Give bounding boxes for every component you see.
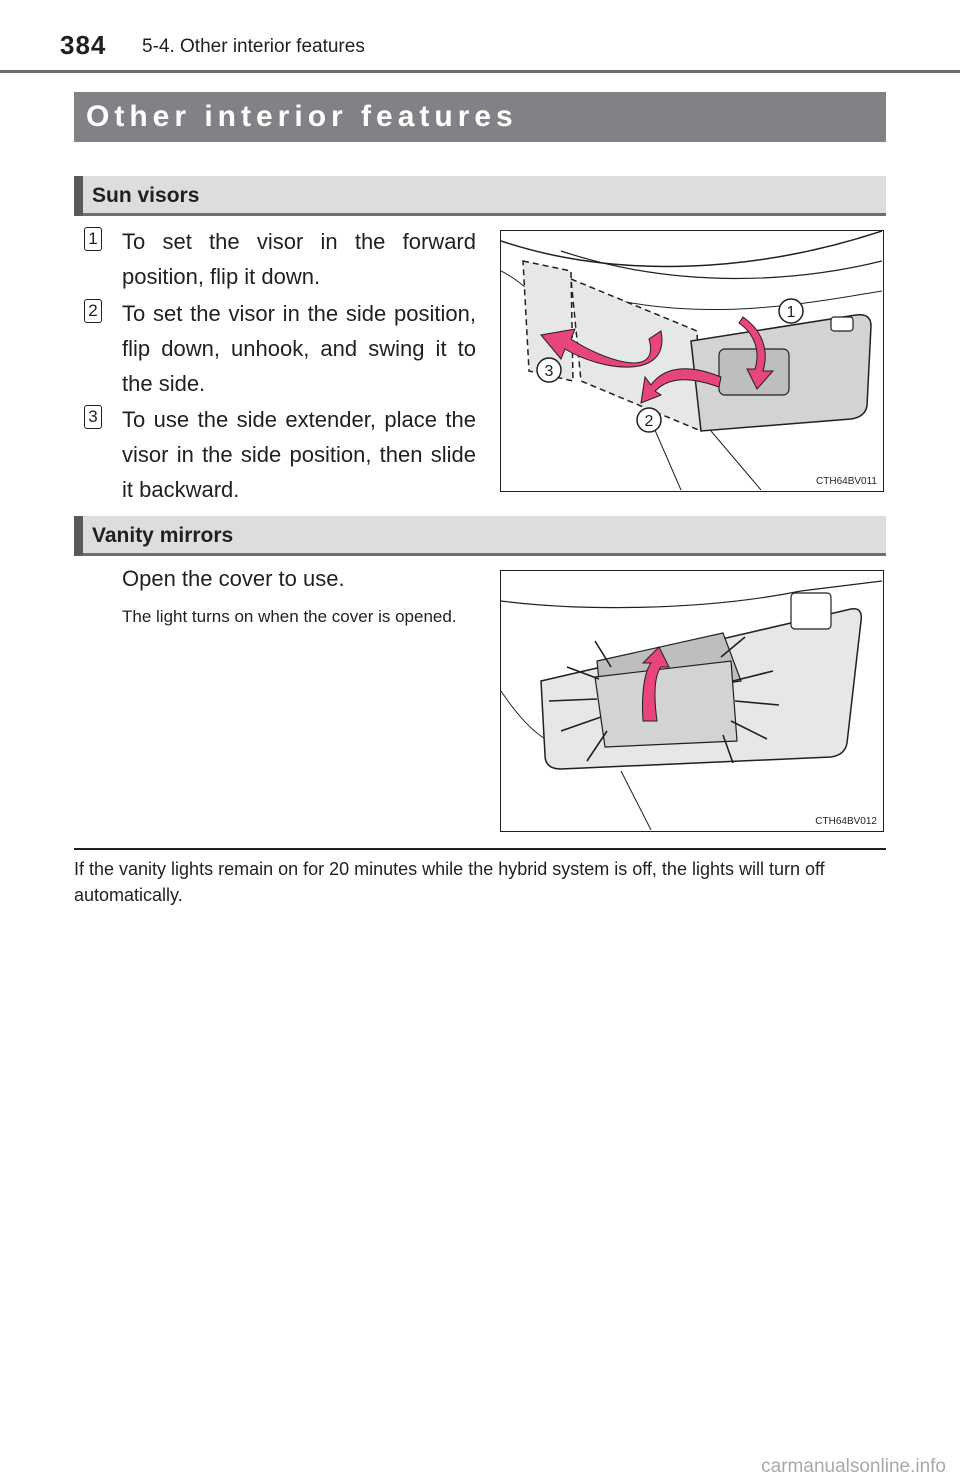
- svg-text:2: 2: [644, 413, 654, 430]
- figure-code: CTH64BV012: [815, 816, 877, 827]
- step-1: [84, 224, 476, 294]
- step-number: 3: [84, 402, 102, 429]
- page-number: 384: [60, 30, 107, 60]
- header-divider: [0, 70, 960, 73]
- step-3: [84, 402, 476, 507]
- vanity-subtext: The light turns on when the cover is opened.: [122, 607, 457, 626]
- page-title: Other interior features: [74, 92, 886, 142]
- watermark: carmanualsonline.info: [761, 1456, 946, 1477]
- header-section-title: 5-4. Other interior features: [142, 36, 365, 57]
- svg-text:1: 1: [786, 304, 796, 321]
- vanity-instruction: Open the cover to use.: [122, 566, 345, 591]
- callout-1: [779, 299, 803, 323]
- step-2: [84, 296, 476, 401]
- section-heading-sun-visors: Sun visors: [74, 176, 886, 216]
- step-text: To set the visor in the side position, flip down, unhook, and swing it to the side.: [122, 301, 476, 396]
- vanity-mirror-illustration: [500, 570, 884, 832]
- svg-text:3: 3: [544, 363, 554, 380]
- sun-visor-illustration: [500, 230, 884, 492]
- callout-2: [637, 408, 661, 432]
- figure-code: CTH64BV011: [816, 476, 877, 487]
- note-text: If the vanity lights remain on for 20 minutes while the hybrid system is off, the lights will turn off automatically.: [74, 859, 825, 905]
- step-text: To set the visor in the forward position, flip it down.: [122, 229, 476, 289]
- step-number: 2: [84, 296, 102, 323]
- callout-3: [537, 358, 561, 382]
- step-number: 1: [84, 224, 102, 251]
- section-heading-vanity-mirrors: Vanity mirrors: [74, 516, 886, 556]
- note-divider: [74, 848, 886, 850]
- step-text: To use the side extender, place the visor in the side position, then slide it backward.: [122, 407, 476, 502]
